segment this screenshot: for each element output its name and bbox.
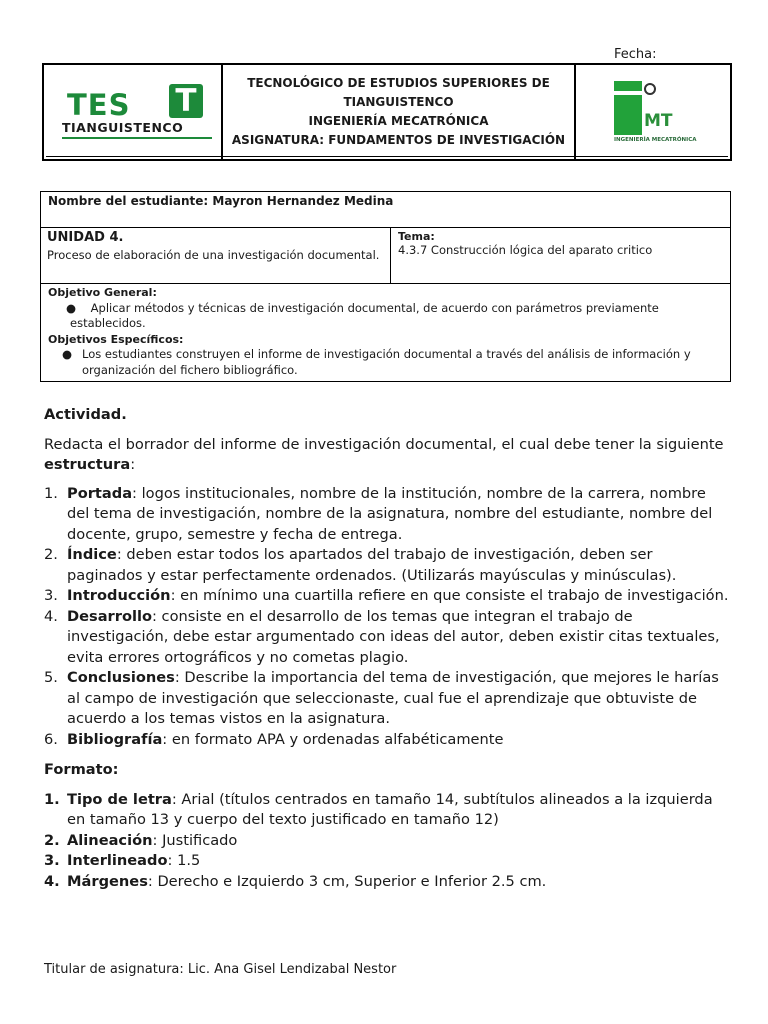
format-item-title: Tipo de letra bbox=[67, 790, 172, 808]
title-line: INGENIERÍA MECATRÓNICA bbox=[308, 114, 489, 128]
topic-label: Tema: bbox=[398, 230, 435, 243]
format-item bbox=[44, 790, 732, 831]
format-item-body bbox=[67, 831, 237, 852]
general-objective bbox=[48, 301, 723, 332]
structure-item-number: 5. bbox=[44, 669, 58, 686]
imt-logo-cell bbox=[576, 65, 730, 159]
tes-logo-word: TES bbox=[67, 88, 131, 122]
structure-item-text: : deben estar todos los apartados del trabajo de investigación, deben ser paginados y estar perfectamente ordenados. (Utilizarás mayúsculas y minúsculas). bbox=[67, 546, 677, 584]
structure-item-number: 2. bbox=[44, 546, 58, 563]
date-label: Fecha: bbox=[614, 47, 657, 62]
structure-item-text: : en mínimo una cuartilla refiere en que consiste el trabajo de investigación. bbox=[170, 587, 729, 604]
format-item-text: : Derecho e Izquierdo 3 cm, Superior e Inferior 2.5 cm. bbox=[147, 872, 547, 890]
imt-logo-i bbox=[614, 95, 642, 135]
structure-item-text: : en formato APA y ordenadas alfabéticamente bbox=[162, 730, 504, 748]
structure-item-body bbox=[67, 607, 732, 669]
tes-logo-subtitle: TIANGUISTENCO bbox=[62, 120, 184, 135]
tes-logo bbox=[62, 84, 212, 139]
format-list bbox=[44, 790, 732, 893]
institution-title bbox=[223, 65, 576, 159]
format-item-text: : 1.5 bbox=[167, 852, 201, 869]
format-item-number: 4. bbox=[44, 872, 60, 890]
bullet-icon: ● bbox=[61, 347, 73, 361]
structure-item-body bbox=[67, 545, 732, 586]
title-line: TECNOLÓGICO DE ESTUDIOS SUPERIORES DE bbox=[247, 76, 550, 90]
format-item-title: Alineación bbox=[67, 831, 153, 849]
format-heading: Formato: bbox=[44, 761, 119, 778]
course-info-table bbox=[40, 191, 731, 382]
structure-item-title: Conclusiones bbox=[67, 669, 175, 686]
structure-item-text: : Describe la importancia del tema de investigación, que mejores le harías al campo de investigación que seleccionaste, cual fue el aprendizaje que obtuviste de acuerdo a los temas vistos en la asignatura. bbox=[67, 669, 719, 727]
imt-logo-subtitle: INGENIERÍA MECATRÓNICA bbox=[614, 137, 697, 143]
activity-intro: Redacta el borrador del informe de investigación documental, el cual debe tener la siguiente estructura: bbox=[44, 435, 724, 473]
specific-objective bbox=[48, 347, 723, 378]
imt-logo-dot bbox=[614, 81, 642, 91]
footer-instructor: Titular de asignatura: Lic. Ana Gisel Lendizabal Nestor bbox=[44, 962, 397, 977]
format-item-body bbox=[67, 851, 200, 872]
structure-item bbox=[44, 607, 732, 669]
student-row bbox=[41, 192, 730, 228]
imt-logo bbox=[614, 81, 704, 143]
structure-item-body bbox=[67, 586, 729, 607]
tes-logo-t-box: T bbox=[169, 84, 203, 118]
structure-item-number: 3. bbox=[44, 587, 58, 604]
format-item bbox=[44, 872, 732, 893]
activity-heading: Actividad. bbox=[44, 406, 127, 423]
activity-intro-bold: estructura bbox=[44, 456, 131, 473]
unit-title: UNIDAD 4. bbox=[47, 230, 124, 245]
format-item-body bbox=[67, 872, 546, 893]
tes-logo-cell bbox=[44, 65, 223, 159]
structure-item-title: Bibliografía bbox=[67, 730, 163, 748]
structure-item-text: : logos institucionales, nombre de la institución, nombre de la carrera, nombre del tema de investigación, nombre de la asignatura, nombre del estudiante, nombre del docente, grupo, semestre y fecha de entrega. bbox=[67, 484, 713, 543]
unit-cell bbox=[41, 228, 391, 283]
structure-list bbox=[44, 484, 732, 751]
imt-logo-text: MT bbox=[644, 111, 673, 131]
structure-item bbox=[44, 730, 732, 751]
title-line: ASIGNATURA: FUNDAMENTOS DE INVESTIGACIÓN bbox=[231, 133, 566, 147]
header-table bbox=[42, 63, 732, 161]
unit-description: Proceso de elaboración de una investigación documental. bbox=[47, 248, 380, 262]
structure-item-text: : consiste en el desarrollo de los temas que integran el trabajo de investigación, debe estar argumentado con ideas del autor, deben existir citas textuales, evita errores ortográficos y no cometas plagio. bbox=[67, 607, 720, 666]
student-label: Nombre del estudiante: bbox=[48, 194, 209, 208]
format-item bbox=[44, 851, 732, 872]
structure-item-title: Desarrollo bbox=[67, 607, 152, 625]
gear-icon bbox=[644, 83, 656, 95]
specific-objectives-label: Objetivos Específicos: bbox=[48, 332, 184, 346]
format-item-title: Márgenes bbox=[67, 872, 148, 890]
format-item-body bbox=[67, 790, 732, 831]
objectives-row bbox=[41, 284, 730, 381]
activity-intro-text: Redacta el borrador del informe de investigación documental, el cual debe tener la siguiente bbox=[44, 435, 724, 453]
general-objective-label: Objetivo General: bbox=[48, 286, 157, 299]
tes-logo-underline bbox=[62, 137, 212, 139]
structure-item bbox=[44, 484, 732, 546]
structure-item bbox=[44, 586, 732, 607]
structure-item-number: 4. bbox=[44, 607, 58, 625]
structure-item-title: Introducción bbox=[67, 587, 171, 604]
activity-heading-text: Actividad bbox=[44, 406, 122, 423]
unit-row bbox=[41, 228, 730, 284]
student-name: Mayron Hernandez Medina bbox=[212, 194, 394, 208]
structure-item bbox=[44, 668, 732, 730]
structure-item-number: 1. bbox=[44, 484, 58, 502]
structure-item-body bbox=[67, 730, 504, 751]
activity-body bbox=[44, 405, 732, 892]
structure-item-number: 6. bbox=[44, 730, 58, 748]
format-item-number: 1. bbox=[44, 790, 60, 808]
structure-item bbox=[44, 545, 732, 586]
title-line: TIANGUISTENCO bbox=[343, 95, 454, 109]
format-item bbox=[44, 831, 732, 852]
structure-item-title: Índice bbox=[67, 546, 117, 563]
format-item-text: : Justificado bbox=[152, 831, 238, 849]
structure-item-body bbox=[67, 668, 732, 730]
topic-cell bbox=[391, 228, 730, 283]
structure-item-title: Portada bbox=[67, 484, 133, 502]
general-objective-text: Aplicar métodos y técnicas de investigación documental, de acuerdo con parámetros previamente establecidos. bbox=[70, 300, 659, 330]
format-item-text: : Arial (títulos centrados en tamaño 14, subtítulos alineados a la izquierda en tamaño 13 y cuerpo del texto justificado en tamaño 12) bbox=[67, 790, 713, 828]
bullet-icon: ● bbox=[66, 300, 91, 315]
specific-objective-text: Los estudiantes construyen el informe de investigación documental a través del análisis de información y organización del fichero bibliográfico. bbox=[82, 347, 691, 377]
format-item-number: 2. bbox=[44, 831, 60, 849]
format-item-number: 3. bbox=[44, 852, 60, 869]
format-heading-text: Formato bbox=[44, 761, 113, 778]
topic-value: 4.3.7 Construcción lógica del aparato critico bbox=[398, 243, 653, 257]
format-item-title: Interlineado bbox=[67, 852, 168, 869]
structure-item-body bbox=[67, 484, 732, 546]
